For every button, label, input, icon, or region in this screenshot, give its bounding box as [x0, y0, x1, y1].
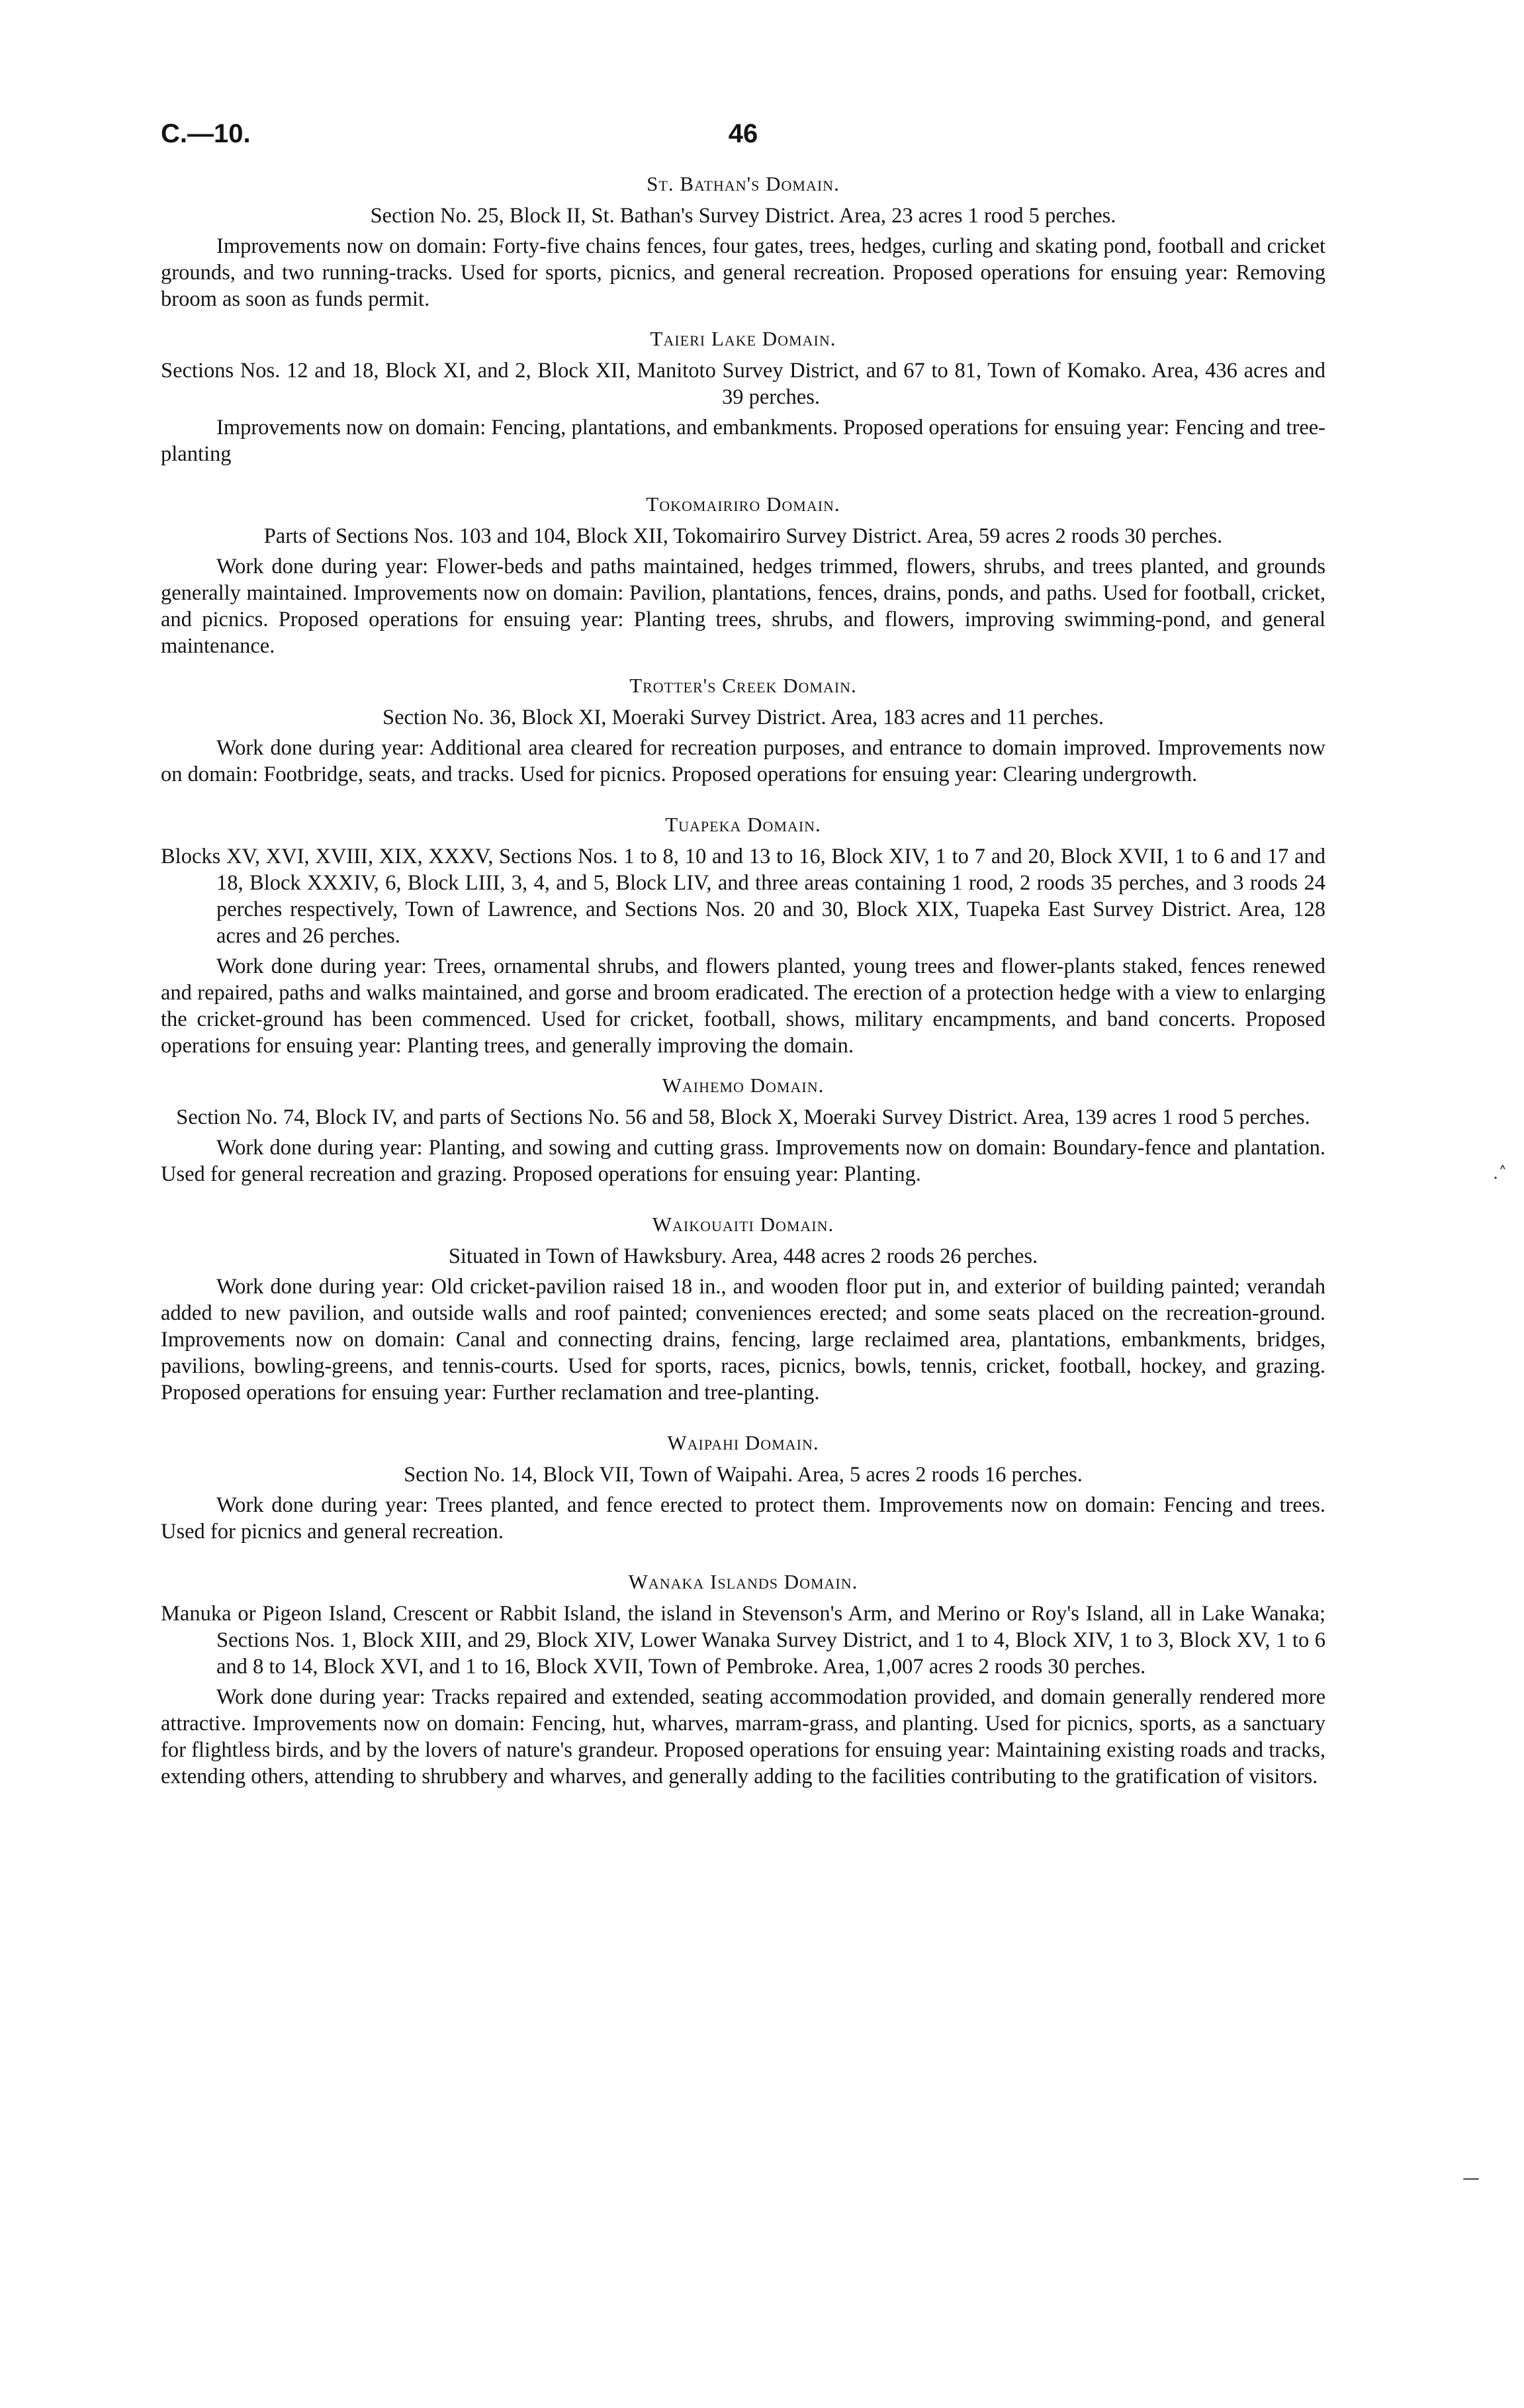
section-trotters-creek-domain — [161, 674, 1325, 788]
section-title: Tuapeka Domain. — [665, 813, 821, 836]
section-body: Work done during year: Tracks repaired and extended, seating accommodation provided, and domain generally rendered more attractive. Improvements now on domain: Fencing, hut, wharves, marram-grass, and planting. Used for picnics, sports, as a sanctuary for flightless birds, and by the lovers of nature's grandeur. Proposed operations for ensuing year: Maintaining existing roads and tracks, extending others, attending to shrubbery and wharves, and generally adding to the facilities contributing to the gratification of visitors. — [161, 1685, 1325, 1788]
section-location: Section No. 14, Block VII, Town of Waipahi. Area, 5 acres 2 roods 16 perches. — [404, 1463, 1083, 1487]
section-location: Manuka or Pigeon Island, Crescent or Rabbit Island, the island in Stevenson's Arm, and Merino or Roy's Island, all in Lake Wanaka; Sections Nos. 1, Block XIII, and 29, Block XIV, Lower Wanaka Survey District, and 1 to 4, Block XIV, 1 to 3, Block XV, 1 to 6 and 8 to 14, Block XVI, and 1 to 16, Block XVII, Town of Pembroke. Area, 1,007 acres 2 roods 30 perches. — [161, 1602, 1325, 1679]
section-body: Work done during year: Flower-beds and paths maintained, hedges trimmed, flowers, shrubs, and trees planted, and grounds generally maintained. Improvements now on domain: Pavilion, plantations, fences, drains, ponds, and paths. Used for football, cricket, and picnics. Proposed operations for ensuing year: Planting trees, shrubs, and flowers, improving swimming-pond, and general maintenance. — [161, 555, 1325, 658]
section-location: Parts of Sections Nos. 103 and 104, Block XII, Tokomairiro Survey District. Area, 59 acres 2 roods 30 perches. — [263, 524, 1223, 548]
section-location: Section No. 74, Block IV, and parts of Sections No. 56 and 58, Block X, Moeraki Survey District. Area, 139 acres 1 rood 5 perches. — [176, 1105, 1310, 1129]
section-st-bathans-domain — [161, 172, 1325, 312]
section-location: Sections Nos. 12 and 18, Block XI, and 2, Block XII, Manitoto Survey District, and 67 to 81, Town of Komako. Area, 436 acres and 39 perches. — [161, 359, 1325, 409]
document-reference: C.—10. — [161, 119, 251, 148]
section-body: Improvements now on domain: Fencing, plantations, and embankments. Proposed operations for ensuing year: Fencing and tree-planting — [161, 416, 1325, 466]
section-location: Section No. 36, Block XI, Moeraki Survey District. Area, 183 acres and 11 perches. — [382, 706, 1104, 729]
section-title: St. Bathan's Domain. — [647, 172, 840, 195]
section-location: Section No. 25, Block II, St. Bathan's Survey District. Area, 23 acres 1 rood 5 perches. — [370, 204, 1116, 228]
page-number: 46 — [728, 119, 758, 148]
section-waipahi-domain — [161, 1431, 1325, 1545]
section-body: Improvements now on domain: Forty-five chains fences, four gates, trees, hedges, curling and skating pond, football and cricket grounds, and two running-tracks. Used for sports, picnics, and general recreation. Proposed operations for ensuing year: Removing broom as soon as funds permit. — [161, 234, 1325, 311]
section-title: Trotter's Creek Domain. — [629, 674, 857, 697]
section-body: Work done during year: Additional area cleared for recreation purposes, and entrance to domain improved. Improvements now on domain: Footbridge, seats, and tracks. Used for picnics. Proposed operations for ensuing year: Clearing undergrowth. — [161, 736, 1325, 786]
section-location: Situated in Town of Hawksbury. Area, 448 acres 2 roods 26 perches. — [448, 1244, 1038, 1268]
document-page — [161, 119, 1325, 1790]
margin-dash-mark: — — [1462, 2168, 1480, 2188]
section-body: Work done during year: Trees, ornamental shrubs, and flowers planted, young trees and flower-plants staked, fences renewed and repaired, paths and walks maintained, and gorse and broom eradicated. The erection of a protection hedge with a view to enlarging the cricket-ground has been commenced. Used for cricket, football, shows, military encampments, and band concerts. Proposed operations for ensuing year: Planting trees, and generally improving the domain. — [161, 954, 1325, 1058]
section-title: Waikouaiti Domain. — [652, 1213, 834, 1236]
section-location: Blocks XV, XVI, XVIII, XIX, XXXV, Sections Nos. 1 to 8, 10 and 13 to 16, Block XIV, 1 to 7 and 20, Block XVII, 1 to 6 and 17 and 18, Block XXXIV, 6, Block LIII, 3, 4, and 5, Block LIV, and three areas containing 1 rood, 2 roods 35 perches, and 3 roods 24 perches respectively, Town of Lawrence, and Sections Nos. 20 and 30, Block XIX, Tuapeka East Survey District. Area, 128 acres and 26 perches. — [161, 845, 1325, 948]
section-title: Waipahi Domain. — [667, 1431, 819, 1454]
section-title: Waihemo Domain. — [662, 1074, 825, 1097]
section-waikouaiti-domain — [161, 1213, 1325, 1406]
section-title: Wanaka Islands Domain. — [628, 1570, 858, 1593]
section-tokomairiro-domain — [161, 492, 1325, 659]
section-body: Work done during year: Old cricket-pavilion raised 18 in., and wooden floor put in, and exterior of building painted; verandah added to new pavilion, and outside walls and roof painted; conveniences erected; and some seats placed on the recreation-ground. Improvements now on domain: Canal and connecting drains, fencing, large reclaimed area, plantations, embankments, bridges, pavilions, bowling-greens, and tennis-courts. Used for sports, races, picnics, bowls, tennis, cricket, football, hockey, and grazing. Proposed operations for ensuing year: Further reclamation and tree-planting. — [161, 1275, 1325, 1405]
section-waihemo-domain — [161, 1074, 1325, 1187]
section-body: Work done during year: Planting, and sowing and cutting grass. Improvements now on domain: Boundary-fence and plantation. Used for general recreation and grazing. Proposed operations for ensuing year: Planting. — [161, 1136, 1325, 1186]
section-wanaka-islands-domain — [161, 1570, 1325, 1790]
section-tuapeka-domain — [161, 813, 1325, 1059]
section-title: Tokomairiro Domain. — [646, 492, 840, 516]
page-header — [161, 119, 1325, 172]
section-taieri-lake-domain — [161, 327, 1325, 467]
section-title: Taieri Lake Domain. — [650, 327, 836, 350]
margin-speck-mark: .˄ — [1493, 1164, 1507, 1183]
section-body: Work done during year: Trees planted, and fence erected to protect them. Improvements now on domain: Fencing and trees. Used for picnics and general recreation. — [161, 1493, 1325, 1544]
